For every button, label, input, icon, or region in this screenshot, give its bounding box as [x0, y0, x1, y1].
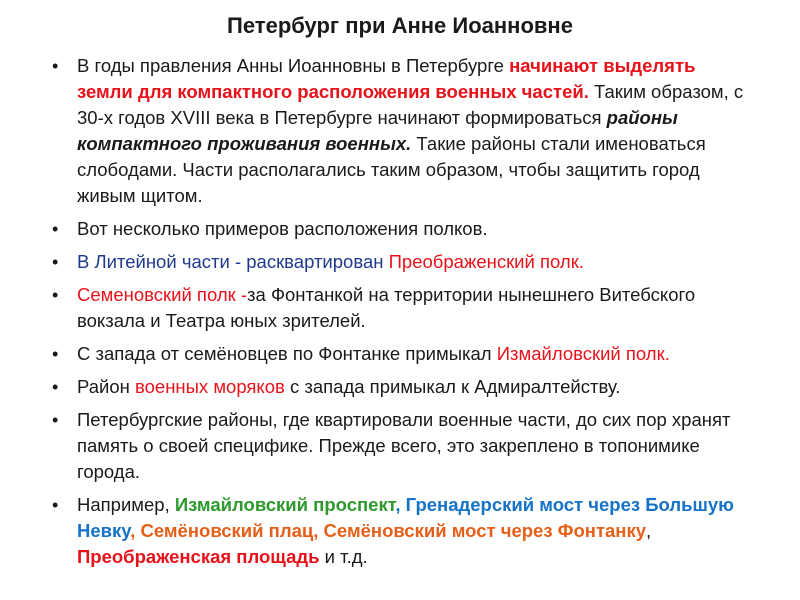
text-segment: Вот несколько примеров расположения полков.: [77, 218, 488, 239]
text-segment: Например,: [77, 494, 175, 515]
list-item: [52, 216, 752, 242]
text-segment: ,: [646, 520, 652, 541]
text-segment: ,: [130, 520, 141, 541]
text-segment: и т.д.: [319, 546, 368, 567]
highlight-text: Семеновский полк -: [77, 284, 248, 305]
highlight-text: Гренадерский мост через Большую Невку: [77, 494, 734, 541]
highlight-text: Семёновский плац, Семёновский мост через Фонтанку: [140, 520, 647, 541]
list-item: [52, 492, 752, 570]
list-item: [52, 341, 752, 367]
highlight-text: Преображенский полк.: [388, 251, 584, 272]
text-segment: расквартирован: [246, 251, 389, 272]
text-segment: с запада примыкал к Адмиралтейству.: [284, 376, 621, 397]
text-segment: за Фонтанкой на территории нынешнего Витебского вокзала и Театра юных зрителей.: [77, 284, 696, 331]
text-segment: С запада от семёновцев по Фонтанке примыкал: [77, 343, 497, 364]
text-segment: В Литейной части -: [77, 251, 247, 272]
emphasis-text: районы компактного проживания военных.: [77, 107, 678, 154]
list-item: [52, 407, 752, 485]
text-segment: Такие районы стали именоваться слободами. Части располагались таким образом, чтобы защитить город живым щитом.: [77, 133, 706, 206]
text-segment: В годы правления Анны Иоанновны в Петербурге: [77, 55, 510, 76]
text-segment: Таким образом, с 30-х годов XVIII века в Петербурге начинают формироваться: [77, 81, 744, 128]
highlight-text: Преображенская площадь: [77, 546, 320, 567]
list-item: [52, 374, 752, 400]
bullet-list: [52, 53, 752, 577]
list-item: [52, 249, 752, 275]
highlight-text: военных моряков: [135, 376, 285, 397]
list-item: [52, 53, 752, 209]
highlight-text: Измайловский полк.: [496, 343, 670, 364]
page-title: Петербург при Анне Иоанновне: [227, 13, 573, 38]
highlight-text: начинают выделять земли для компактного расположения военных частей.: [77, 55, 696, 102]
text-segment: Петербургские районы, где квартировали военные части, до сих пор хранят память о своей специфике. Прежде всего, это закреплено в топонимике города.: [77, 409, 731, 482]
text-segment: Район: [77, 376, 135, 397]
highlight-text: Измайловский проспект: [174, 494, 396, 515]
text-segment: ,: [395, 494, 406, 515]
list-item: [52, 282, 752, 334]
